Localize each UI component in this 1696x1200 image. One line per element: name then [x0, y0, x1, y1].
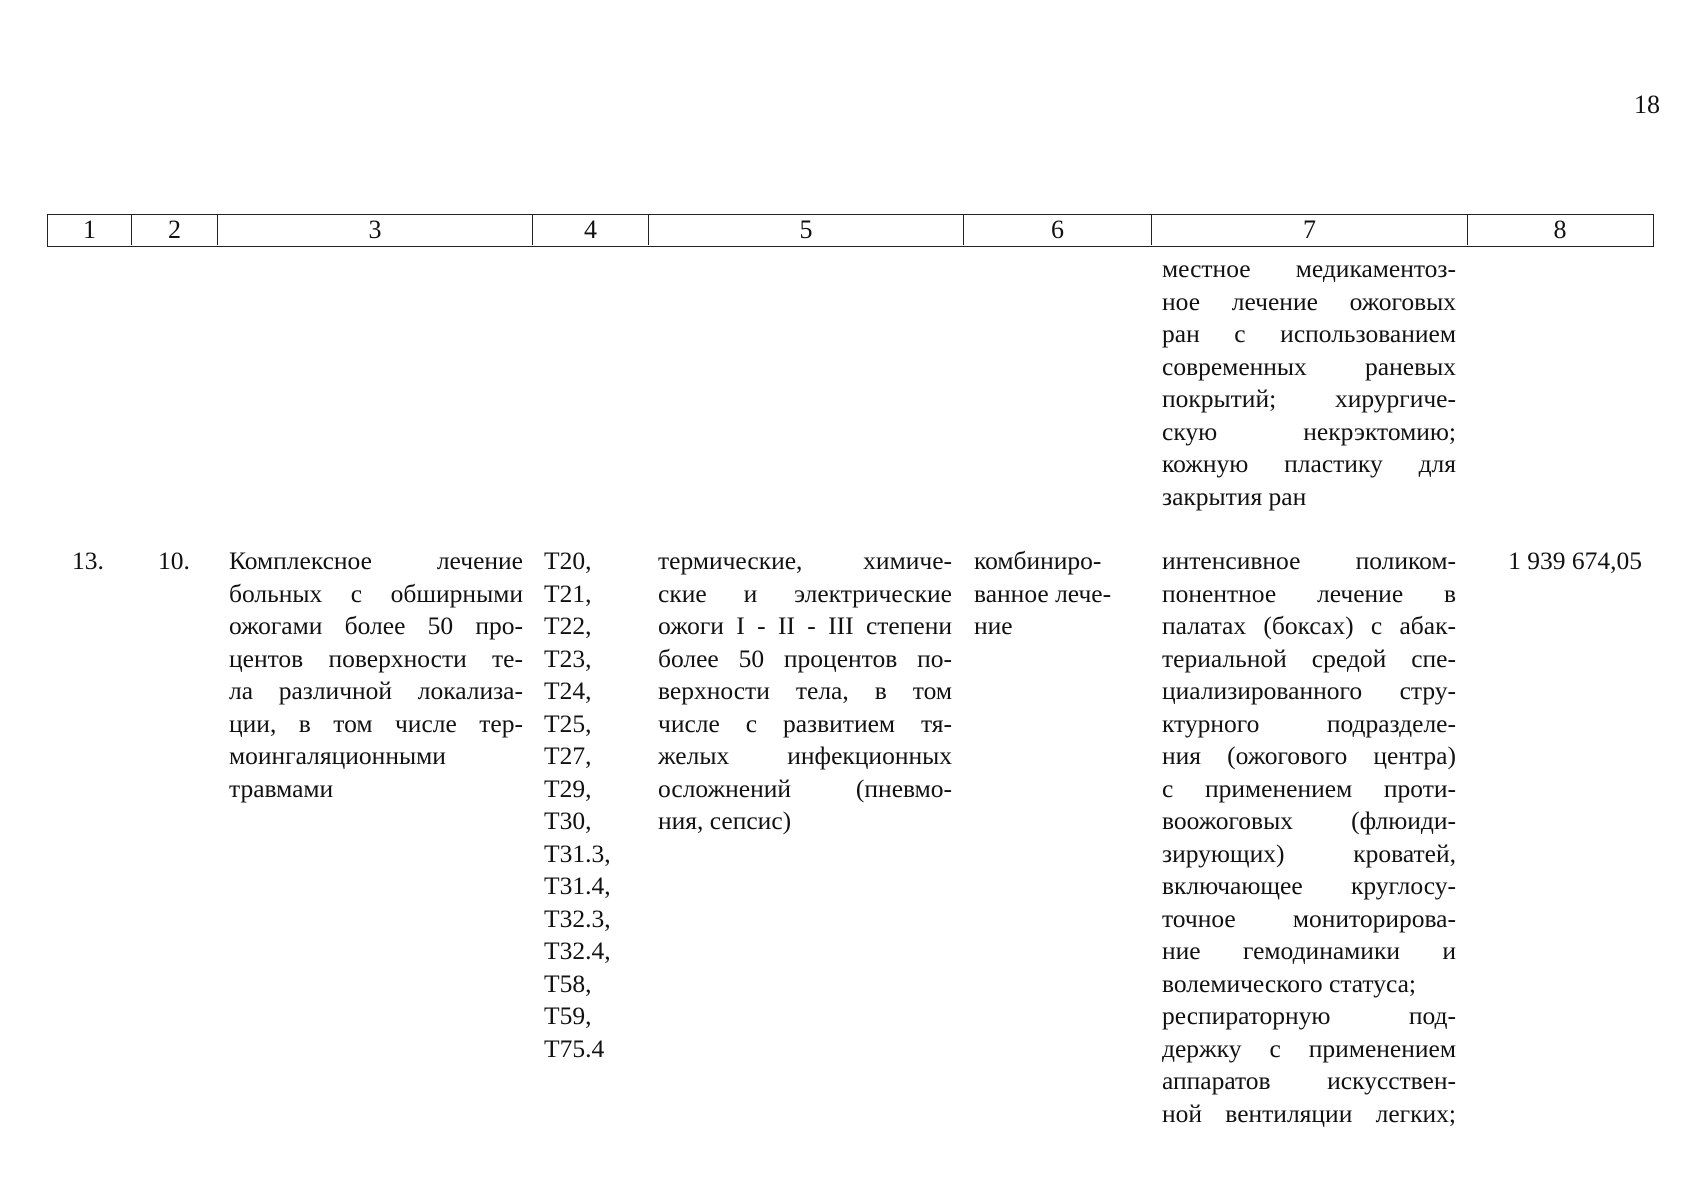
- text-line: ния (ожогового центра): [1162, 741, 1456, 770]
- header-col-4: 4: [533, 215, 649, 245]
- care-type-description: [229, 545, 523, 805]
- text-line: ное лечение ожоговых: [1162, 286, 1456, 316]
- financial-cost: 1 939 674,05: [1508, 546, 1642, 575]
- text-line: современных раневых: [1162, 351, 1456, 381]
- icd-code: T32.4,: [544, 936, 611, 965]
- text-line: ожогами более 50 про-: [229, 611, 523, 640]
- text-line: териальной средой спе-: [1162, 643, 1456, 673]
- text-line: интенсивное поликом-: [1162, 546, 1456, 575]
- text-line: кожную пластику для: [1162, 449, 1456, 478]
- text-line: травмами: [229, 773, 334, 803]
- icd-code: T27,: [544, 741, 592, 770]
- text-line: циализированного стру-: [1162, 676, 1456, 705]
- icd-code: T30,: [544, 806, 592, 835]
- text-line: покрытий; хирургиче-: [1162, 384, 1456, 413]
- text-line: ции, в том числе тер-: [229, 708, 523, 738]
- text-line: точное мониторирова-: [1162, 903, 1456, 933]
- text-line: держку с применением: [1162, 1033, 1456, 1063]
- text-line: ние гемодинамики и: [1162, 936, 1456, 965]
- icd-code: T31.3,: [544, 838, 611, 868]
- text-line: ла различной локализа-: [229, 676, 523, 705]
- text-line: местное медикаментоз-: [1162, 254, 1456, 283]
- header-col-5: 5: [649, 215, 964, 245]
- icd-code: T25,: [544, 708, 592, 738]
- icd-code: T20,: [544, 546, 592, 575]
- icd-code: T32.3,: [544, 903, 611, 933]
- text-line: с применением проти-: [1162, 773, 1456, 803]
- text-line: более 50 процентов по-: [658, 643, 952, 673]
- header-col-7: 7: [1152, 215, 1468, 245]
- icd-code: T24,: [544, 676, 592, 705]
- text-line: моингаляционными: [229, 741, 446, 770]
- table-header-row: [47, 214, 1654, 247]
- row-number: 13.: [72, 546, 104, 575]
- page-number: 18: [1634, 90, 1660, 119]
- text-line: ожоги I - II - III степени: [658, 611, 952, 640]
- icd-code: T59,: [544, 1001, 592, 1030]
- text-line: комбиниро-: [974, 546, 1102, 575]
- text-line: ния, сепсис): [658, 806, 792, 835]
- text-line: аппаратов искусствен-: [1162, 1066, 1456, 1095]
- text-line: понентное лечение в: [1162, 578, 1456, 608]
- header-col-6: 6: [964, 215, 1152, 245]
- text-line: закрытия ран: [1162, 481, 1307, 511]
- patient-model: [658, 545, 952, 838]
- icd-code: T31.4,: [544, 871, 611, 900]
- text-line: респираторную под-: [1162, 1001, 1456, 1030]
- text-line: больных с обширными: [229, 578, 523, 608]
- header-col-2: 2: [132, 215, 218, 245]
- text-line: включающее круглосу-: [1162, 871, 1456, 900]
- text-line: термические, химиче-: [658, 546, 952, 575]
- text-line: ран с использованием: [1162, 319, 1456, 348]
- text-line: верхности тела, в том: [658, 676, 952, 705]
- text-line: ной вентиляции легких;: [1162, 1098, 1456, 1128]
- header-col-1: 1: [48, 215, 132, 245]
- header-col-8: 8: [1553, 215, 1567, 244]
- text-line: центов поверхности те-: [229, 643, 523, 673]
- icd-code: T29,: [544, 773, 592, 803]
- text-line: ские и электрические: [658, 578, 952, 608]
- treatment-type: [974, 545, 1124, 643]
- text-line: Комплексное лечение: [229, 546, 523, 575]
- text-line: числе с развитием тя-: [658, 708, 952, 738]
- icd-code: T75.4: [544, 1033, 605, 1063]
- continuation-treatment-methods: [1162, 253, 1456, 513]
- icd-code: T58,: [544, 968, 592, 998]
- text-line: волемического статуса;: [1162, 968, 1417, 998]
- text-line: скую некрэктомию;: [1162, 416, 1456, 446]
- icd-code: T22,: [544, 611, 592, 640]
- text-line: желых инфекционных: [658, 741, 952, 770]
- treatment-methods: [1162, 545, 1456, 1130]
- icd-codes: [544, 545, 644, 1065]
- group-number: 10.: [158, 546, 190, 575]
- text-line: зирующих) кроватей,: [1162, 838, 1456, 868]
- header-col-3: 3: [218, 215, 533, 245]
- icd-code: T23,: [544, 643, 592, 673]
- text-line: ктурного подразделе-: [1162, 708, 1456, 738]
- text-line: ванное лече-: [974, 578, 1112, 608]
- text-line: палатах (боксах) с абак-: [1162, 611, 1456, 640]
- icd-code: T21,: [544, 578, 592, 608]
- text-line: ние: [974, 611, 1013, 640]
- text-line: осложнений (пневмо-: [658, 773, 952, 803]
- text-line: воожоговых (флюиди-: [1162, 806, 1456, 835]
